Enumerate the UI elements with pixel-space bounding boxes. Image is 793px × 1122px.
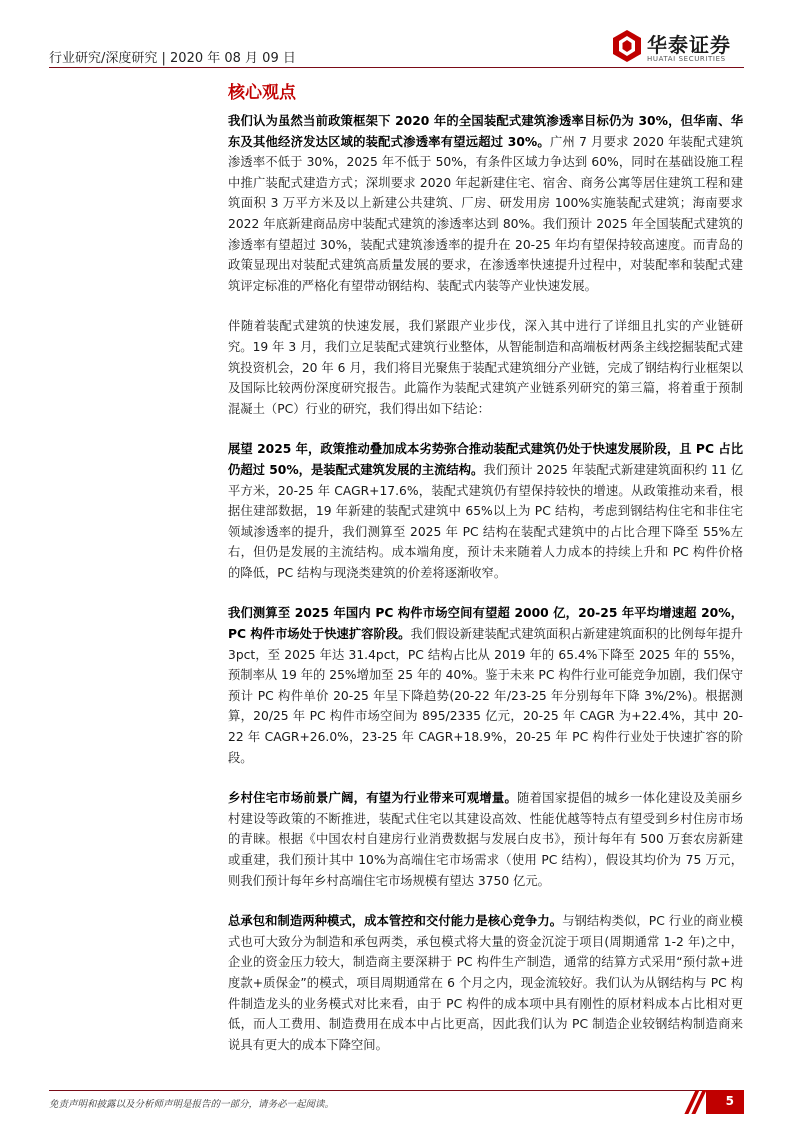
paragraph-market-size (228, 603, 743, 768)
main-content (228, 82, 743, 1055)
paragraph-body: 广州 7 月要求 2020 年装配式建筑渗透率不低于 30%，2025 年不低于 50%，有条件区域力争达到 60%，同时在基础设施工程中推广装配式建造方式；深圳要求 2020 年起新建住宅、宿舍、商务公寓等居住建筑工程和建筑面积 3 万平方米及以上新建公共建筑、厂房、研发用房 100%实施装配式建筑；海南要求 2022 年底新建商品房中装配式建筑的渗透率达到 80%。我们预计 2025 年全国装配式建筑的渗透率有望超过 30%，装配式建筑渗透率的提升在 20-25 年均有望保持较高速度。而青岛的政策显现出对装配式建筑高质量发展的要求，在渗透率快速提升过程中，对装配率和装配式建筑评定标准的严格化有望带动钢结构、装配式内装等产业快速发展。 (228, 134, 743, 293)
logo-chinese-name: 华泰证券 (647, 33, 731, 57)
paragraph-lead: 展望 2025 年，政策推动叠加成本劣势弥合推动装配式建筑仍处于快速发展阶段，且 PC 占比仍超过 50%，是装配式建筑发展的主流结构。 (228, 442, 743, 477)
paragraph-business-model (228, 911, 743, 1055)
page-header (49, 22, 744, 68)
disclaimer-text: 免责声明和披露以及分析师声明是报告的一部分，请务必一起阅读。 (49, 1099, 335, 1110)
paragraph-policy (228, 111, 743, 296)
paragraph-lead: 总承包和制造两种模式，成本管控和交付能力是核心竞争力。 (228, 914, 563, 929)
header-divider (49, 67, 744, 68)
paragraph-outlook-2025 (228, 439, 743, 583)
page-number: 5 (725, 1094, 734, 1108)
paragraph-lead: 我们认为虽然当前政策框架下 2020 年的全国装配式建筑渗透率目标仍为 30%，但华南、华东及其他经济发达区域的装配式渗透率有望远超过 30%。 (228, 114, 743, 149)
paragraph-body: 我们预计 2025 年装配式新建建筑面积约 11 亿平方米，20-25 年 CAGR+17.6%，装配式建筑仍有望保持较快的增速。从政策推动来看，根据住建部数据，19 年新建的装配式建筑中 65%以上为 PC 结构，考虑到钢结构住宅和非住宅领域渗透率的提升，我们测算至 2025 年 PC 结构在装配式建筑中的占比合理下降至 55%左右，但仍是发展的主流结构。成本端角度，预计未来随着人力成本的持续上升和 PC 构件价格的降低，PC 结构与现浇类建筑的价差将逐渐收窄。 (228, 462, 743, 580)
page-number-badge (706, 1090, 744, 1114)
paragraph-body: 我们假设新建装配式建筑面积占新建建筑面积的比例每年提升 3pct，至 2025 年达 31.4pct，PC 结构占比从 2019 年的 65.4%下降至 2025 年的 55%，预制率从 19 年的 25%增加至 25 年的 40%。鉴于未来 PC 构件行业可能竞争加剧，我们保守预计 PC 构件单价 20-25 年呈下降趋势(20-22 年/23-25 年分别每年下降 3%/2%)。根据测算，20/25 年 PC 构件市场空间为 895/2335 亿元，20-25 年 CAGR 为+22.4%，其中 20-22 年 CAGR+26.0%，23-25 年 CAGR+18.9%，20-25 年 PC 构件行业处于快速扩容的阶段。 (228, 627, 743, 765)
paragraph-body: 随着国家提倡的城乡一体化建设及美丽乡村建设等政策的不断推进，装配式住宅以其建设高效、性能优越等特点有望受到乡村住房市场的青睐。根据《中国农村自建房行业消费数据与发展白皮书》，预计每年有 500 万套农房新建或重建，我们预计其中 10%为高端住宅市场需求（使用 PC 结构），假设其均价为 75 万元，则我们预计每年乡村高端住宅市场规模有望达 3750 亿元。 (228, 791, 743, 888)
paragraph-lead: 我们测算至 2025 年国内 PC 构件市场空间有望超 2000 亿，20-25 年平均增速超 20%，PC 构件市场处于快速扩容阶段。 (228, 606, 743, 642)
page-footer (49, 1090, 744, 1120)
paragraph-lead: 乡村住宅市场前景广阔，有望为行业带来可观增量。 (228, 791, 518, 806)
huatai-logo (612, 29, 744, 65)
paragraph-rural-housing (228, 788, 743, 891)
paragraph-body: 与钢结构类似，PC 行业的商业模式也可大致分为制造和承包两类，承包模式将大量的资金沉淀于项目(周期通常 1-2 年)之中，企业的资金压力较大，制造商主要深耕于 PC 构件生产制造，通常的结算方式采用“预付款+进度款+质保金”的模式，项目周期通常在 6 个月之内，现金流较好。我们认为从钢结构与 PC 构件制造龙头的业务模式对比来看，由于 PC 构件的成本项中具有刚性的原材料成本占比相对更低，而人工费用、制造费用在成本中占比更高，因此我们认为 PC 制造企业较钢结构制造商来说具有更大的成本下降空间。 (228, 914, 743, 1052)
section-title: 核心观点 (228, 83, 296, 103)
huatai-logo-icon (612, 29, 642, 63)
paragraph-research-background (228, 316, 743, 419)
logo-english-name: HUATAI SECURITIES (647, 55, 726, 63)
footer-divider (49, 1090, 744, 1091)
report-category-date: 行业研究/深度研究 | 2020 年 08 月 09 日 (49, 51, 296, 66)
paragraph-body: 伴随着装配式建筑的快速发展，我们紧跟产业步伐，深入其中进行了详细且扎实的产业链研究。19 年 3 月，我们立足装配式建筑行业整体，从智能制造和高端板材两条主线挖掘装配式建筑投资机会，20 年 6 月，我们将目光聚焦于装配式建筑细分产业链，完成了钢结构行业框架以及国际比较两份深度研究报告。此篇作为装配式建筑产业链系列研究的第三篇，将着重于预制混凝土（PC）行业的研究，我们得出如下结论： (228, 319, 743, 416)
